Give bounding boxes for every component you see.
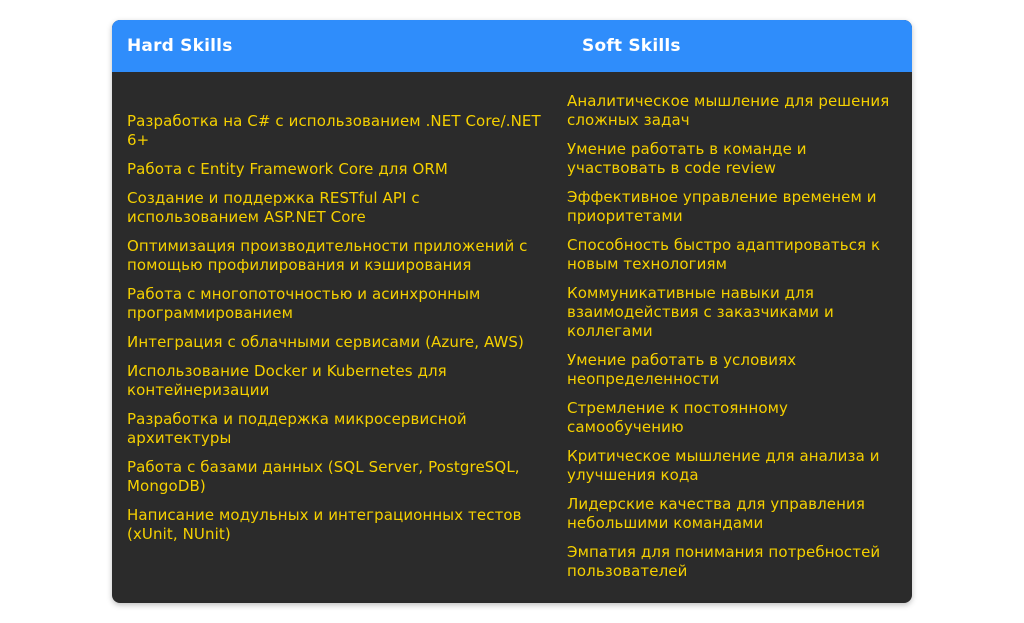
hard-skill-item: Создание и поддержка RESTful API с использованием ASP.NET Core (127, 188, 420, 226)
hard-skill-item: Работа с многопоточностью и асинхронным программированием (127, 284, 481, 322)
soft-skill-item: Эмпатия для понимания потребностей пользователей (567, 543, 881, 581)
soft-skill-item: Эффективное управление временем и приоритетами (567, 188, 877, 226)
hard-skill-item: Разработка и поддержка микросервисной архитектуры (127, 409, 467, 447)
soft-skill-item: Способность быстро адаптироваться к новым технологиям (567, 236, 881, 274)
hard-skills-list (127, 112, 542, 554)
hard-skill-item: Интеграция с облачными сервисами (Azure, AWS) (127, 332, 525, 351)
hard-skill-item: Разработка на C# с использованием .NET Core/.NET 6+ (127, 112, 541, 150)
soft-skill-item: Умение работать в условиях неопределенности (567, 351, 797, 389)
soft-skill-item: Умение работать в команде и участвовать в code review (567, 140, 807, 178)
soft-skill-item: Коммуникативные навыки для взаимодействия с заказчиками и коллегами (567, 284, 834, 341)
hard-skill-item: Работа с Entity Framework Core для ORM (127, 160, 448, 178)
soft-skills-list (567, 92, 907, 591)
hard-skill-item: Оптимизация производительности приложений с помощью профилирования и кэширования (127, 236, 528, 274)
hard-skill-item: Написание модульных и интеграционных тестов (xUnit, NUnit) (127, 505, 522, 543)
skills-table (112, 20, 912, 603)
hard-skill-item: Использование Docker и Kubernetes для контейнеризации (127, 361, 447, 399)
hard-skills-header: Hard Skills (127, 36, 233, 56)
soft-skills-header: Soft Skills (582, 36, 681, 56)
soft-skill-item: Стремление к постоянному самообучению (567, 399, 789, 437)
soft-skill-item: Аналитическое мышление для решения сложных задач (567, 92, 890, 130)
hard-skill-item: Работа с базами данных (SQL Server, PostgreSQL, MongoDB) (127, 457, 520, 495)
soft-skill-item: Лидерские качества для управления небольшими командами (567, 495, 866, 533)
soft-skill-item: Критическое мышление для анализа и улучшения кода (567, 447, 880, 485)
table-header (112, 20, 912, 72)
